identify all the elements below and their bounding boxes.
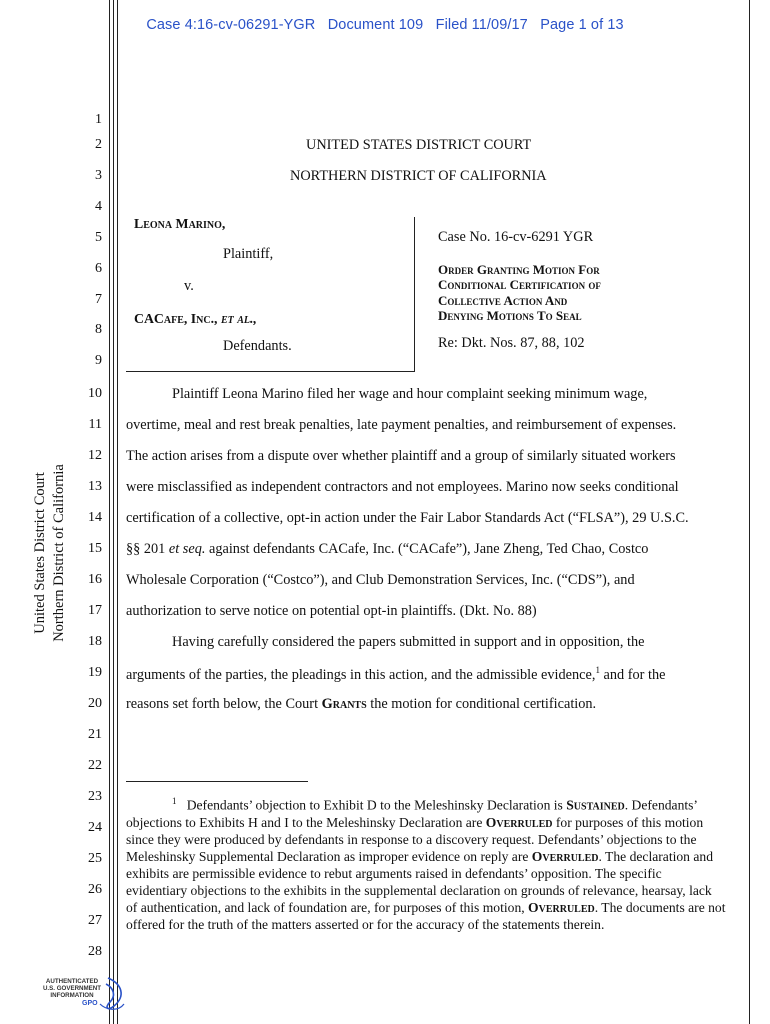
line-number: 24 bbox=[88, 820, 102, 835]
line-number: 6 bbox=[95, 261, 102, 276]
body-line-20-c: the motion for conditional certification. bbox=[366, 696, 597, 712]
body-line-15 bbox=[126, 541, 648, 558]
line-number: 21 bbox=[88, 727, 102, 742]
line-number: 20 bbox=[88, 696, 102, 711]
line-number: 13 bbox=[88, 479, 102, 494]
line-number: 14 bbox=[88, 510, 102, 525]
footnote-rule bbox=[126, 781, 308, 782]
line-number: 3 bbox=[95, 168, 102, 183]
gpo-text-1: AUTHENTICATED bbox=[45, 978, 99, 985]
line-number: 25 bbox=[88, 851, 102, 866]
et-al: et al., bbox=[220, 311, 257, 326]
caption-divider-horizontal bbox=[126, 371, 415, 372]
footnote-s5: . The documents are not offered for the truth of the matters asserted or for the accuracy of the statements therein. bbox=[126, 899, 726, 932]
order-title bbox=[438, 262, 601, 323]
defendant-role: Defendants. bbox=[223, 338, 292, 354]
line-number: 12 bbox=[88, 448, 102, 463]
gpo-authenticated-text bbox=[40, 978, 104, 999]
line-number: 4 bbox=[95, 199, 102, 214]
line-number: 5 bbox=[95, 230, 102, 245]
line-number: 10 bbox=[88, 386, 102, 401]
gpo-text-2: U.S. GOVERNMENT bbox=[42, 985, 102, 992]
body-line-13: were misclassified as independent contractors and not employees. Marino now seeks conditional bbox=[126, 479, 679, 495]
line-number: 9 bbox=[95, 353, 102, 368]
body-line-19-b: and for the bbox=[599, 666, 666, 683]
line-number: 17 bbox=[88, 603, 102, 618]
document-header: Case 4:16-cv-06291-YGR Document 109 Filed 11/09/17 Page 1 of 13 bbox=[146, 17, 624, 33]
order-title-line: Collective Action And bbox=[438, 292, 568, 308]
court-title-line2: NORTHERN DISTRICT OF CALIFORNIA bbox=[290, 168, 547, 184]
side-label-line2: Northern District of California bbox=[51, 464, 67, 642]
line-number: 27 bbox=[88, 913, 102, 928]
footnote-ref-1[interactable]: 1 bbox=[595, 665, 600, 675]
left-margin-rule-third bbox=[117, 0, 118, 1024]
plaintiff-name: Leona Marino, bbox=[134, 216, 226, 231]
line-number: 11 bbox=[88, 417, 102, 432]
body-line-16: Wholesale Corporation (“Costco”), and Club Demonstration Services, Inc. (“CDS”), and bbox=[126, 572, 635, 588]
body-line-15-b: et seq. bbox=[168, 541, 206, 557]
case-number: Case No. 16-cv-6291 YGR bbox=[438, 229, 594, 245]
body-line-10: Plaintiff Leona Marino filed her wage and hour complaint seeking minimum wage, bbox=[172, 386, 648, 402]
footnote-overruled-3: Overruled bbox=[528, 899, 595, 915]
gpo-text-3: INFORMATION bbox=[50, 992, 94, 999]
footnote-s4: . The declaration and exhibits are permissible evidence to rebut arguments raised in defendants’ opposition. The specific evidentiary objections to the exhibits in the supplemental declaration on grounds of relevance, hearsay, lack of authentication, and lack of foundation are, for purposes of this motion, bbox=[126, 848, 713, 915]
line-number: 28 bbox=[88, 944, 102, 959]
versus: v. bbox=[184, 278, 194, 294]
line-number: 22 bbox=[88, 758, 102, 773]
docket-reference: Re: Dkt. Nos. 87, 88, 102 bbox=[438, 335, 585, 351]
footnote-overruled-2: Overruled bbox=[531, 848, 599, 864]
body-line-12: The action arises from a dispute over whether plaintiff and a group of similarly situated workers bbox=[126, 448, 676, 464]
gpo-label: GPO bbox=[82, 1000, 98, 1007]
caption-divider-vertical bbox=[414, 217, 415, 371]
line-number: 18 bbox=[88, 634, 102, 649]
body-line-18: Having carefully considered the papers submitted in support and in opposition, the bbox=[172, 634, 645, 650]
body-line-20 bbox=[126, 696, 596, 713]
footnote-1 bbox=[126, 793, 726, 933]
body-line-11: overtime, meal and rest break penalties, late payment penalties, and reimbursement of expenses. bbox=[126, 417, 677, 433]
footnote-s3: for purposes of this motion since they were produced by defendants in response to a discovery request. Defendants’ objections to the Meleshinsky Supplemental Declaration as improper evidence on reply are bbox=[126, 814, 704, 864]
footnote-s2: . Defendants’ objections to Exhibits H and I to the Meleshinsky Declaration are bbox=[126, 797, 697, 830]
order-title-line: Order Granting Motion For bbox=[438, 262, 600, 277]
footnote-s1: Defendants’ objection to Exhibit D to the Meleshinsky Declaration is bbox=[186, 797, 567, 813]
body-line-15-a: §§ 201 bbox=[126, 541, 169, 557]
defendant-name: CACafe, Inc., bbox=[134, 311, 218, 326]
line-number: 19 bbox=[88, 665, 102, 680]
order-title-line: Denying Motions To Seal bbox=[438, 307, 582, 323]
body-line-19-a: arguments of the parties, the pleadings in this action, and the admissible evidence, bbox=[126, 666, 596, 683]
body-line-17: authorization to serve notice on potential opt-in plaintiffs. (Dkt. No. 88) bbox=[126, 603, 537, 619]
right-margin-rule bbox=[749, 0, 750, 1024]
line-number: 2 bbox=[95, 137, 102, 152]
body-line-19 bbox=[126, 665, 665, 684]
line-number: 1 bbox=[95, 112, 102, 127]
court-title-line1: UNITED STATES DISTRICT COURT bbox=[306, 137, 532, 153]
grants-text: Grants bbox=[321, 696, 367, 712]
line-number: 23 bbox=[88, 789, 102, 804]
line-number: 7 bbox=[95, 292, 102, 307]
district-side-label bbox=[31, 464, 69, 642]
body-line-15-c: against defendants CACafe, Inc. (“CACafe”), Jane Zheng, Ted Chao, Costco bbox=[205, 541, 649, 557]
left-margin-rule-inner bbox=[113, 0, 114, 1024]
order-title-line: Conditional Certification of bbox=[438, 277, 601, 293]
left-margin-rule bbox=[109, 0, 110, 1024]
line-number: 16 bbox=[88, 572, 102, 587]
line-number: 8 bbox=[95, 322, 102, 337]
body-line-20-a: reasons set forth below, the Court bbox=[126, 696, 322, 712]
footnote-sustained: Sustained bbox=[566, 797, 625, 813]
body-line-14: certification of a collective, opt-in action under the Fair Labor Standards Act (“FLSA”), 29 U.S.C. bbox=[126, 510, 689, 526]
side-label-line1: United States District Court bbox=[32, 472, 48, 634]
footnote-overruled-1: Overruled bbox=[485, 814, 553, 830]
footnote-number: 1 bbox=[172, 796, 177, 806]
defendant-line bbox=[134, 311, 257, 327]
line-number: 26 bbox=[88, 882, 102, 897]
line-number: 15 bbox=[88, 541, 102, 556]
plaintiff-role: Plaintiff, bbox=[223, 246, 274, 262]
